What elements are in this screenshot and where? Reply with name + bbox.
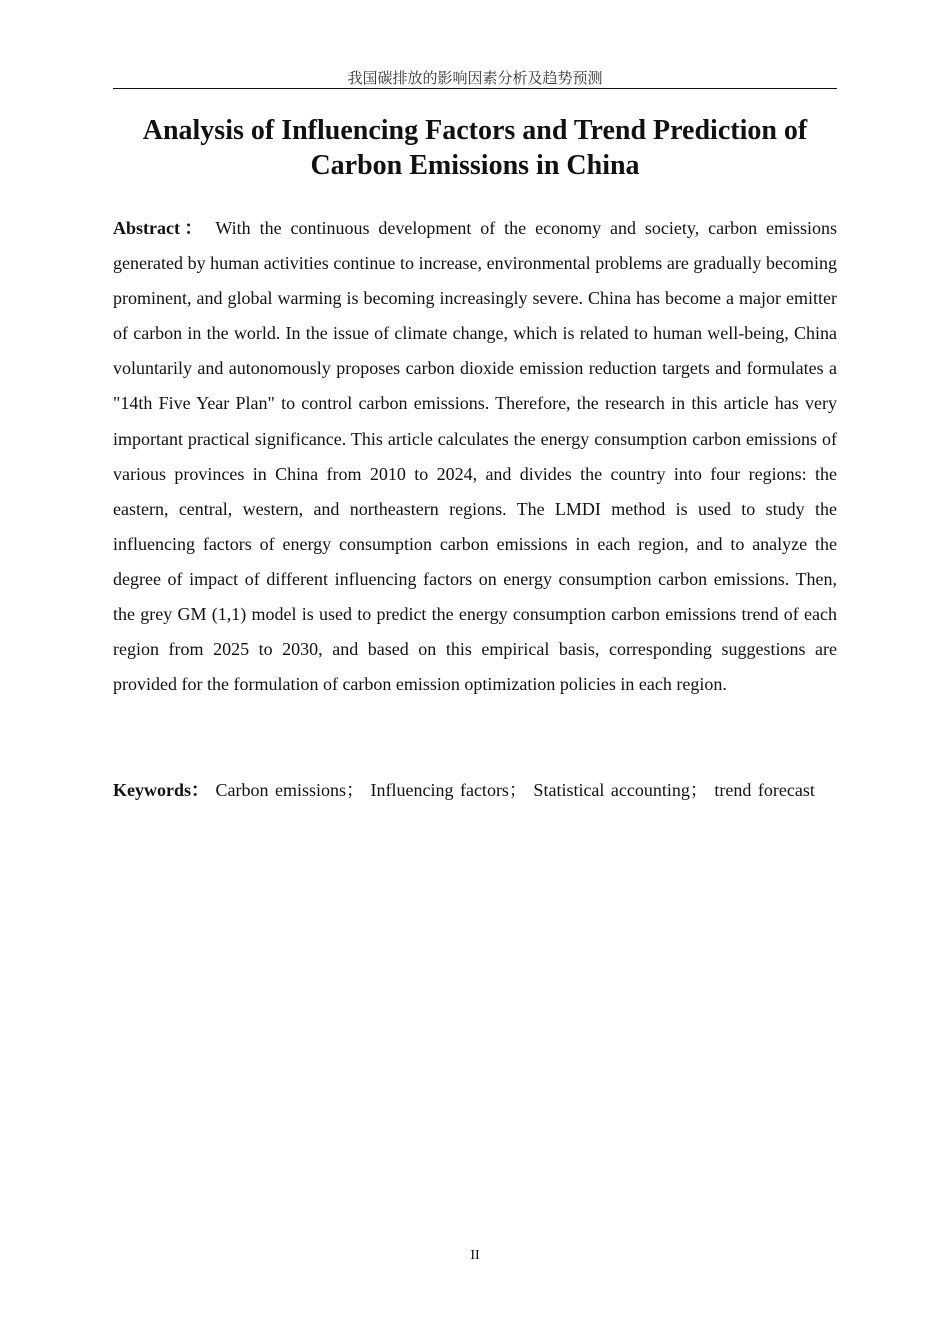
- abstract-text: With the continuous development of the economy and society, carbon emissions generated by human activities continue to increase, environmental problems are gradually becoming prominent, and global warming is becoming increasingly severe. China has become a major emitter of carbon in the world. In the issue of climate change, which is related to human well-being, China voluntarily and autonomously proposes carbon dioxide emission reduction targets and formulates a "14th Five Year Plan" to control carbon emissions. Therefore, the research in this article has very important practical significance. This article calculates the energy consumption carbon emissions of various provinces in China from 2010 to 2024, and divides the country into four regions: the eastern, central, western, and northeastern regions. The LMDI method is used to study the influencing factors of energy consumption carbon emissions in each region, and to analyze the degree of impact of different influencing factors on energy consumption carbon emissions. Then, the grey GM (1,1) model is used to predict the energy consumption carbon emissions trend of each region from 2025 to 2030, and based on this empirical basis, corresponding suggestions are provided for the formulation of carbon emission optimization policies in each region.: [113, 218, 837, 695]
- running-header: 我国碳排放的影响因素分析及趋势预测: [347, 69, 603, 87]
- keywords-text: Carbon emissions； Influencing factors； Statistical accounting； trend forecast: [215, 780, 815, 800]
- title-line-2: Carbon Emissions in China: [310, 150, 640, 181]
- keywords-paragraph: [113, 773, 837, 807]
- header-rule: [113, 88, 837, 89]
- abstract-label: Abstract：: [113, 218, 207, 238]
- abstract-paragraph: [113, 211, 837, 702]
- keywords-label: Keywords：: [113, 780, 209, 800]
- paper-title: [113, 113, 837, 183]
- title-line-1: Analysis of Influencing Factors and Trend Prediction of: [142, 115, 808, 146]
- page-number: II: [470, 1248, 480, 1263]
